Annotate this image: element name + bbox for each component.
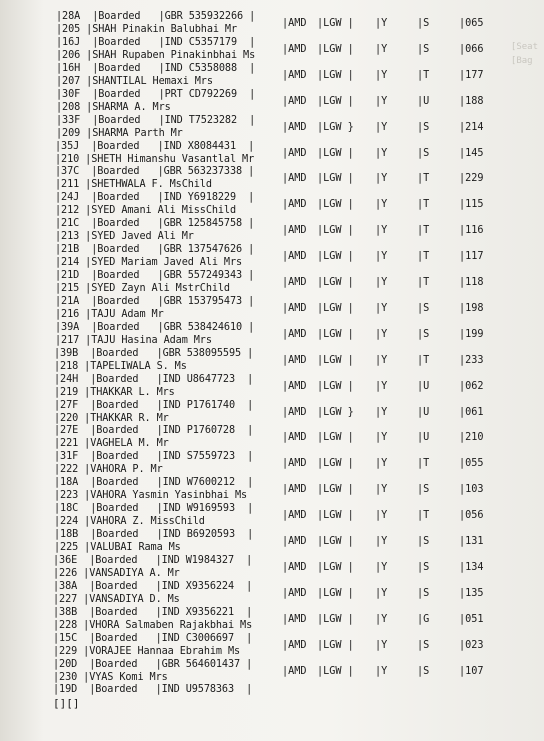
sequence-name-line: |216 |TAJU Adam Mr: [55, 308, 164, 320]
fare-code-field: |T: [417, 225, 430, 237]
origin-field: |AMD: [282, 354, 307, 366]
passenger-record: [0, 295, 544, 321]
sequence-name-line: |208 |SHARMA A. Mrs: [56, 101, 171, 113]
passenger-record: [0, 528, 544, 554]
destination-field: |LGW |: [317, 458, 354, 470]
sequence-name-line: |206 |SHAH Rupaben Pinakinbhai Ms: [56, 49, 256, 61]
destination-field: |LGW |: [317, 536, 354, 547]
fare-code-field: |S: [417, 302, 430, 314]
origin-field: |AMD: [282, 173, 307, 185]
seat-status-document-line: |30F |Boarded |PRT CD792269 |: [56, 88, 256, 100]
sequence-name-line: |212 |SYED Amani Ali MissChild: [55, 205, 237, 217]
sequence-name-line: |228 |VHORA Salmaben Rajakbhai Ms: [53, 619, 253, 631]
fare-code-field: |U: [417, 380, 430, 392]
seat-status-document-line: |16H |Boarded |IND C5358088 |: [56, 62, 256, 74]
fare-code-field: |T: [417, 251, 430, 263]
passenger-record: [0, 114, 544, 140]
seat-status-document-line: |39A |Boarded |GBR 538424610 |: [55, 321, 255, 333]
origin-field: |AMD: [282, 665, 307, 677]
origin-field: |AMD: [282, 302, 307, 314]
origin-field: |AMD: [282, 613, 307, 625]
seat-status-document-line: |20D |Boarded |GBR 564601437 |: [53, 658, 253, 670]
passenger-record: [0, 36, 544, 62]
seat-status-document-line: |18A |Boarded |IND W7600212 |: [54, 477, 254, 489]
destination-field: |LGW |: [317, 354, 354, 366]
seat-status-document-line: |31F |Boarded |IND S7559723 |: [54, 451, 254, 463]
fare-code-field: |S: [417, 147, 430, 159]
seat-status-document-line: |33F |Boarded |IND T7523282 |: [56, 114, 256, 126]
sequence-name-line: |214 |SYED Mariam Javed Ali Mrs: [55, 257, 243, 269]
origin-field: |AMD: [282, 510, 307, 522]
sequence-name-line: |215 |SYED Zayn Ali MstrChild: [55, 283, 230, 294]
reference-field: |135: [459, 587, 484, 599]
footer-marks: [][]: [53, 697, 80, 710]
fare-code-field: |U: [417, 406, 430, 418]
seat-status-document-line: |38A |Boarded |IND X9356224 |: [53, 580, 253, 592]
origin-field: |AMD: [282, 18, 307, 29]
destination-field: |LGW |: [317, 173, 354, 185]
class-field: |Y: [375, 173, 388, 185]
origin-field: |AMD: [282, 69, 307, 81]
sequence-name-line: |223 |VAHORA Yasmin Yasinbhai Ms: [54, 490, 248, 502]
reference-field: |199: [459, 328, 484, 340]
seat-status-document-line: |27E |Boarded |IND P1760728 |: [54, 425, 254, 437]
reference-field: |023: [459, 639, 484, 651]
class-field: |Y: [375, 354, 388, 366]
passenger-record: [0, 632, 544, 658]
reference-field: |065: [459, 18, 484, 29]
class-field: |Y: [375, 406, 388, 418]
passenger-record: [0, 10, 544, 36]
passenger-record: [0, 62, 544, 88]
class-field: |Y: [375, 510, 388, 522]
sequence-name-line: |207 |SHANTILAL Hemaxi Mrs: [56, 75, 213, 87]
passenger-record: [0, 424, 544, 450]
destination-field: |LGW |: [317, 587, 354, 599]
passenger-record: [0, 683, 544, 709]
seat-status-document-line: |21D |Boarded |GBR 557249343 |: [55, 270, 255, 281]
passenger-record: [0, 373, 544, 399]
seat-status-document-line: |18B |Boarded |IND B6920593 |: [54, 529, 254, 540]
sequence-name-line: |218 |TAPELIWALA S. Ms: [54, 360, 187, 372]
fare-code-field: |T: [417, 69, 430, 81]
destination-field: |LGW |: [317, 43, 354, 55]
destination-field: |LGW |: [317, 432, 354, 444]
sequence-name-line: |221 |VAGHELA M. Mr: [54, 438, 169, 450]
origin-field: |AMD: [282, 639, 307, 651]
destination-field: |LGW |: [317, 69, 354, 81]
reference-field: |115: [459, 199, 484, 211]
origin-field: |AMD: [282, 380, 307, 392]
fare-code-field: |S: [417, 121, 430, 133]
sequence-name-line: |217 |TAJU Hasina Adam Mrs: [55, 334, 212, 346]
destination-field: |LGW |: [317, 484, 354, 496]
destination-field: |LGW |: [317, 665, 354, 677]
fare-code-field: |S: [417, 484, 430, 496]
fare-code-field: |T: [417, 277, 430, 288]
reference-field: |229: [459, 173, 484, 185]
reference-field: |055: [459, 458, 484, 470]
fare-code-field: |S: [417, 561, 430, 573]
class-field: |Y: [375, 328, 388, 340]
class-field: |Y: [375, 613, 388, 625]
class-field: |Y: [375, 665, 388, 677]
passenger-record: [0, 321, 544, 347]
destination-field: |LGW |: [317, 510, 354, 522]
destination-field: |LGW |: [317, 380, 354, 392]
passenger-record: [0, 140, 544, 166]
passenger-record: [0, 580, 544, 606]
sequence-name-line: |219 |THAKKAR L. Mrs: [54, 386, 175, 398]
reference-field: |210: [459, 432, 484, 444]
reference-field: |061: [459, 406, 484, 418]
class-field: |Y: [375, 69, 388, 81]
fare-code-field: |S: [417, 639, 430, 651]
class-field: |Y: [375, 561, 388, 573]
destination-field: |LGW |: [317, 613, 354, 625]
seat-status-document-line: |28A |Boarded |GBR 535932266 |: [56, 11, 256, 22]
passenger-record: [0, 606, 544, 632]
seat-status-document-line: |21B |Boarded |GBR 137547626 |: [55, 244, 255, 256]
destination-field: |LGW |: [317, 302, 354, 314]
origin-field: |AMD: [282, 406, 307, 418]
origin-field: |AMD: [282, 536, 307, 547]
origin-field: |AMD: [282, 328, 307, 340]
seat-status-document-line: |38B |Boarded |IND X9356221 |: [53, 606, 253, 618]
reference-field: |116: [459, 225, 484, 237]
class-field: |Y: [375, 587, 388, 599]
origin-field: |AMD: [282, 277, 307, 288]
class-field: |Y: [375, 484, 388, 496]
sequence-name-line: |222 |VAHORA P. Mr: [54, 464, 163, 476]
origin-field: |AMD: [282, 587, 307, 599]
sequence-name-line: |227 |VANSADIYA D. Ms: [53, 593, 180, 605]
seat-status-document-line: |27F |Boarded |IND P1761740 |: [54, 399, 254, 411]
sequence-name-line: |209 |SHARMA Parth Mr: [56, 127, 183, 139]
sequence-name-line: |210 |SHETH Himanshu Vasantlal Mr: [55, 153, 255, 165]
seat-status-document-line: |19D |Boarded |IND U9578363 |: [53, 684, 253, 696]
passenger-record: [0, 269, 544, 295]
class-field: |Y: [375, 251, 388, 263]
seat-status-document-line: |24J |Boarded |IND Y6918229 |: [55, 192, 255, 204]
sequence-name-line: |230 |VYAS Komi Mrs: [53, 671, 168, 683]
reference-field: |188: [459, 95, 484, 107]
class-field: |Y: [375, 536, 388, 547]
bleed-through-text: [Seat [Bag: [510, 42, 538, 66]
origin-field: |AMD: [282, 432, 307, 444]
seat-status-document-line: |16J |Boarded |IND C5357179 |: [56, 36, 256, 48]
passenger-record: [0, 243, 544, 269]
seat-status-document-line: |39B |Boarded |GBR 538095595 |: [54, 347, 254, 359]
sequence-name-line: |224 |VAHORA Z. MissChild: [54, 516, 205, 528]
reference-field: |117: [459, 251, 484, 263]
seat-status-document-line: |21A |Boarded |GBR 153795473 |: [55, 295, 255, 307]
passenger-record: [0, 554, 544, 580]
class-field: |Y: [375, 121, 388, 133]
destination-field: |LGW |: [317, 225, 354, 237]
sequence-name-line: |226 |VANSADIYA A. Mr: [53, 567, 180, 579]
fare-code-field: |U: [417, 432, 430, 444]
class-field: |Y: [375, 225, 388, 237]
passenger-record: [0, 217, 544, 243]
origin-field: |AMD: [282, 484, 307, 496]
sequence-name-line: |220 |THAKKAR R. Mr: [54, 412, 169, 424]
seat-status-document-line: |36E |Boarded |IND W1984327 |: [53, 554, 253, 566]
passenger-record: [0, 658, 544, 684]
class-field: |Y: [375, 277, 388, 288]
fare-code-field: |S: [417, 43, 430, 55]
destination-field: |LGW |: [317, 95, 354, 107]
class-field: |Y: [375, 95, 388, 107]
destination-field: |LGW |: [317, 639, 354, 651]
origin-field: |AMD: [282, 95, 307, 107]
fare-code-field: |S: [417, 328, 430, 340]
class-field: |Y: [375, 432, 388, 444]
passenger-record: [0, 476, 544, 502]
destination-field: |LGW |: [317, 328, 354, 340]
reference-field: |051: [459, 613, 484, 625]
origin-field: |AMD: [282, 43, 307, 55]
reference-field: |214: [459, 121, 484, 133]
class-field: |Y: [375, 43, 388, 55]
origin-field: |AMD: [282, 561, 307, 573]
sequence-name-line: |213 |SYED Javed Ali Mr: [55, 231, 194, 243]
class-field: |Y: [375, 458, 388, 470]
class-field: |Y: [375, 302, 388, 314]
passenger-record: [0, 191, 544, 217]
destination-field: |LGW |: [317, 18, 354, 29]
origin-field: |AMD: [282, 121, 307, 133]
fare-code-field: |S: [417, 665, 430, 677]
class-field: |Y: [375, 199, 388, 211]
seat-status-document-line: |18C |Boarded |IND W9169593 |: [54, 503, 254, 515]
class-field: |Y: [375, 18, 388, 29]
passenger-record: [0, 399, 544, 425]
sequence-name-line: |205 |SHAH Pinakin Balubhai Mr: [56, 24, 238, 35]
fare-code-field: |S: [417, 18, 430, 29]
reference-field: |134: [459, 561, 484, 573]
seat-status-document-line: |35J |Boarded |IND X8084431 |: [55, 140, 255, 152]
seat-status-document-line: |37C |Boarded |GBR 563237338 |: [55, 166, 255, 178]
fare-code-field: |S: [417, 536, 430, 547]
passenger-record: [0, 347, 544, 373]
origin-field: |AMD: [282, 147, 307, 159]
fare-code-field: |U: [417, 95, 430, 107]
reference-field: |131: [459, 536, 484, 547]
reference-field: |107: [459, 665, 484, 677]
sequence-name-line: |225 |VALUBAI Rama Ms: [54, 542, 181, 553]
seat-status-document-line: |21C |Boarded |GBR 125845758 |: [55, 218, 255, 230]
class-field: |Y: [375, 639, 388, 651]
reference-field: |177: [459, 69, 484, 81]
fare-code-field: |T: [417, 458, 430, 470]
destination-field: |LGW }: [317, 406, 354, 418]
reference-field: |198: [459, 302, 484, 314]
passenger-record: [0, 450, 544, 476]
fare-code-field: |T: [417, 173, 430, 185]
fare-code-field: |T: [417, 354, 430, 366]
destination-field: |LGW |: [317, 561, 354, 573]
origin-field: |AMD: [282, 251, 307, 263]
reference-field: |103: [459, 484, 484, 496]
reference-field: |118: [459, 277, 484, 288]
seat-status-document-line: |15C |Boarded |IND C3006697 |: [53, 632, 253, 644]
reference-field: |066: [459, 43, 484, 55]
reference-field: |056: [459, 510, 484, 522]
fare-code-field: |T: [417, 199, 430, 211]
destination-field: |LGW |: [317, 277, 354, 288]
passenger-record: [0, 165, 544, 191]
fare-code-field: |T: [417, 510, 430, 522]
sequence-name-line: |229 |VORAJEE Hannaa Ebrahim Ms: [53, 645, 241, 657]
passenger-record: [0, 88, 544, 114]
passenger-record: [0, 502, 544, 528]
origin-field: |AMD: [282, 225, 307, 237]
reference-field: |233: [459, 354, 484, 366]
origin-field: |AMD: [282, 458, 307, 470]
destination-field: |LGW }: [317, 121, 354, 133]
reference-field: |145: [459, 147, 484, 159]
fare-code-field: |S: [417, 587, 430, 599]
origin-field: |AMD: [282, 199, 307, 211]
reference-field: |062: [459, 380, 484, 392]
destination-field: |LGW |: [317, 199, 354, 211]
sequence-name-line: |211 |SHETHWALA F. MsChild: [55, 179, 212, 191]
destination-field: |LGW |: [317, 251, 354, 263]
class-field: |Y: [375, 147, 388, 159]
seat-status-document-line: |24H |Boarded |IND U8647723 |: [54, 373, 254, 385]
class-field: |Y: [375, 380, 388, 392]
fare-code-field: |G: [417, 613, 430, 625]
destination-field: |LGW |: [317, 147, 354, 159]
